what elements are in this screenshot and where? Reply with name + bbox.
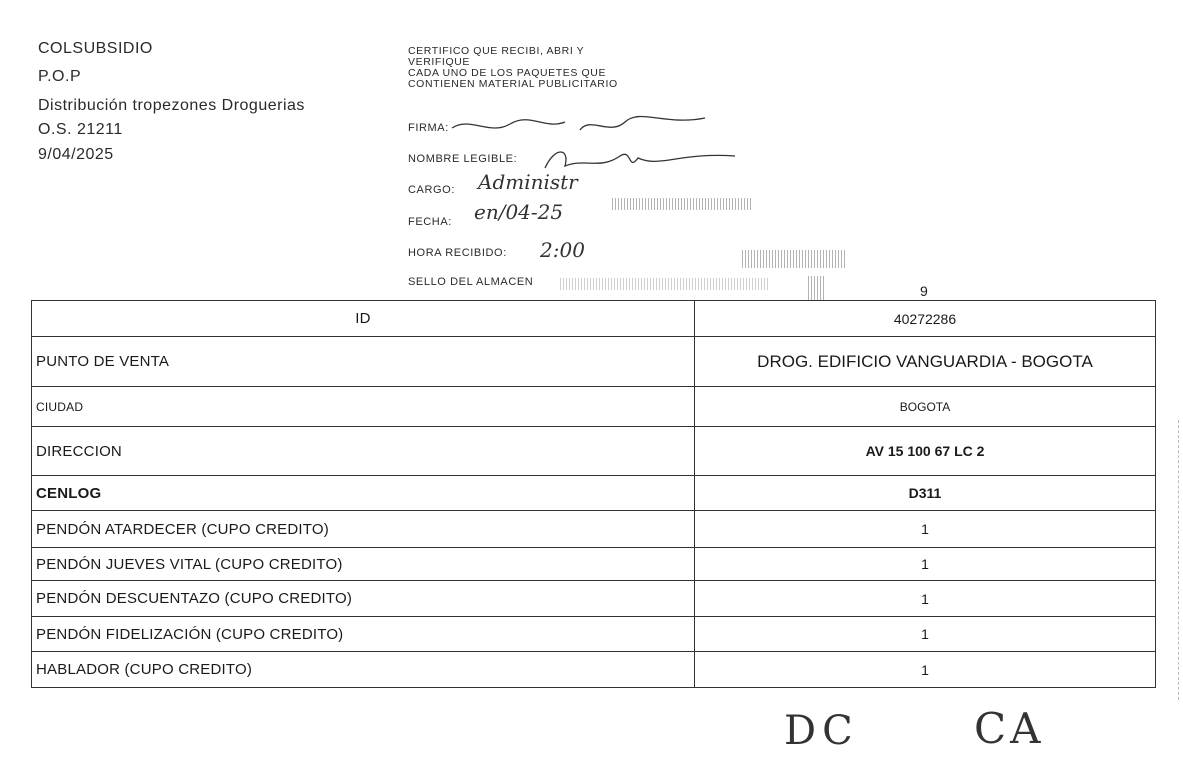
stamp-mark <box>742 250 846 268</box>
certificate-statement <box>408 46 618 90</box>
delivery-table <box>31 300 1156 688</box>
fecha-label: FECHA: <box>408 216 452 228</box>
table-row <box>32 386 1155 426</box>
row-label: DIRECCION <box>32 427 695 475</box>
row-label: PUNTO DE VENTA <box>32 337 695 386</box>
row-value: D311 <box>908 485 942 501</box>
certificate-line: CADA UNO DE LOS PAQUETES QUE <box>408 67 607 79</box>
document-type: P.O.P <box>38 68 82 85</box>
row-value: 1 <box>921 626 929 642</box>
table-row <box>32 475 1155 510</box>
row-label: HABLADOR (CUPO CREDITO) <box>32 652 695 687</box>
row-value: AV 15 100 67 LC 2 <box>865 443 985 459</box>
table-row <box>32 426 1155 475</box>
order-number: O.S. 21211 <box>38 121 123 138</box>
table-row <box>32 580 1155 616</box>
fecha-value: en/04-25 <box>474 200 564 224</box>
initials-left: DC <box>784 708 859 754</box>
table-row <box>32 651 1155 687</box>
row-label: PENDÓN FIDELIZACIÓN (CUPO CREDITO) <box>32 617 695 651</box>
table-row <box>32 510 1155 547</box>
signature-firma <box>450 110 710 140</box>
table-row <box>32 616 1155 651</box>
certificate-line: VERIFIQUE <box>408 56 470 68</box>
stamp-mark <box>612 198 752 210</box>
row-label: CENLOG <box>32 476 695 510</box>
row-value: 1 <box>921 556 929 572</box>
table-row <box>32 336 1155 386</box>
stamp-mark <box>560 278 770 290</box>
cargo-value: Administr <box>478 170 578 194</box>
firma-label: FIRMA: <box>408 122 449 134</box>
row-label: PENDÓN ATARDECER (CUPO CREDITO) <box>32 511 695 547</box>
company-name: COLSUBSIDIO <box>38 40 153 57</box>
hora-label: HORA RECIBIDO: <box>408 247 507 259</box>
document-date: 9/04/2025 <box>38 146 114 163</box>
row-value: 1 <box>921 521 929 537</box>
table-row <box>32 301 1155 336</box>
page-number: 9 <box>920 283 928 299</box>
row-value: DROG. EDIFICIO VANGUARDIA - BOGOTA <box>757 351 1093 371</box>
id-value: 40272286 <box>893 310 957 327</box>
table-row <box>32 547 1155 580</box>
sello-label: SELLO DEL ALMACEN <box>408 276 534 288</box>
row-label: CIUDAD <box>32 387 695 426</box>
row-value: 1 <box>921 661 929 678</box>
hora-value: 2:00 <box>540 238 585 262</box>
scan-edge <box>1178 420 1179 700</box>
id-header: ID <box>32 301 695 336</box>
row-label: PENDÓN JUEVES VITAL (CUPO CREDITO) <box>32 548 695 580</box>
distribution-title: Distribución tropezones Droguerias <box>38 97 305 114</box>
stamp-mark <box>808 276 826 300</box>
initials-right: CA <box>974 704 1045 753</box>
row-value: 1 <box>921 590 929 607</box>
certificate-line: CERTIFICO QUE RECIBI, ABRI Y <box>408 45 585 57</box>
row-value: BOGOTA <box>899 399 951 414</box>
nombre-label: NOMBRE LEGIBLE: <box>408 153 518 165</box>
row-label: PENDÓN DESCUENTAZO (CUPO CREDITO) <box>32 581 695 616</box>
cargo-label: CARGO: <box>408 184 455 196</box>
certificate-line: CONTIENEN MATERIAL PUBLICITARIO <box>408 78 618 90</box>
